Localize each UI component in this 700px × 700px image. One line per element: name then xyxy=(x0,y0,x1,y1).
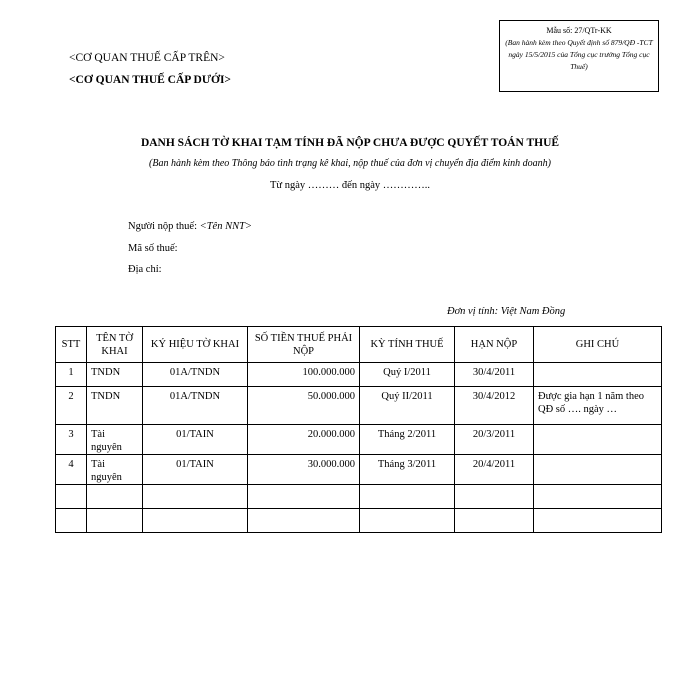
col-header-stt: STT xyxy=(56,327,87,363)
declaration-table xyxy=(55,326,662,533)
cell-declaration-name: Tài nguyên xyxy=(87,455,143,485)
cell-empty xyxy=(56,485,87,509)
cell-tax-period: Quý I/2011 xyxy=(360,363,455,387)
cell-declaration-code: 01/TAIN xyxy=(143,455,248,485)
cell-declaration-code: 01/TAIN xyxy=(143,425,248,455)
cell-due-date: 20/3/2011 xyxy=(455,425,534,455)
cell-empty xyxy=(87,509,143,533)
form-code-box xyxy=(499,20,659,92)
col-header-note: GHI CHÚ xyxy=(534,327,662,363)
cell-empty xyxy=(87,485,143,509)
cell-due-date: 30/4/2012 xyxy=(455,387,534,425)
cell-declaration-code: 01A/TNDN xyxy=(143,387,248,425)
cell-due-date: 30/4/2011 xyxy=(455,363,534,387)
date-range: Từ ngày ……… đến ngày ………….. xyxy=(270,180,430,191)
col-header-declaration-code: KÝ HIỆU TỜ KHAI xyxy=(143,327,248,363)
cell-stt: 2 xyxy=(56,387,87,425)
cell-empty xyxy=(248,509,360,533)
document-title: DANH SÁCH TỜ KHAI TẠM TÍNH ĐÃ NỘP CHƯA ĐƯỢC QUYẾT TOÁN THUẾ xyxy=(140,137,560,149)
table-row xyxy=(56,455,662,485)
document-subtitle: (Ban hành kèm theo Thông báo tình trạng kê khai, nộp thuế của đơn vị chuyển địa điểm kinh doanh) xyxy=(149,158,551,169)
col-header-due-date: HẠN NỘP xyxy=(455,327,534,363)
cell-note xyxy=(534,425,662,455)
cell-declaration-name: TNDN xyxy=(87,363,143,387)
cell-note xyxy=(534,363,662,387)
table-row xyxy=(56,363,662,387)
cell-empty xyxy=(56,509,87,533)
cell-empty xyxy=(143,509,248,533)
agency-lower: <CƠ QUAN THUẾ CẤP DƯỚI> xyxy=(69,74,231,86)
cell-empty xyxy=(534,485,662,509)
cell-stt: 1 xyxy=(56,363,87,387)
col-header-declaration-name: TÊN TỜ KHAI xyxy=(87,327,143,363)
cell-empty xyxy=(360,485,455,509)
taxpayer-name-value: <Tên NNT> xyxy=(199,221,253,232)
cell-tax-period: Quý II/2011 xyxy=(360,387,455,425)
tax-code-label: Mã số thuế: xyxy=(128,243,178,254)
cell-note: Được gia hạn 1 năm theo QĐ số …. ngày … xyxy=(534,387,662,425)
cell-empty xyxy=(455,485,534,509)
cell-tax-amount: 100.000.000 xyxy=(248,363,360,387)
table-row-empty xyxy=(56,485,662,509)
table-row xyxy=(56,425,662,455)
cell-empty xyxy=(534,509,662,533)
cell-declaration-code: 01A/TNDN xyxy=(143,363,248,387)
table-header-row xyxy=(56,327,662,363)
cell-tax-amount: 50.000.000 xyxy=(248,387,360,425)
cell-tax-amount: 20.000.000 xyxy=(248,425,360,455)
col-header-tax-period: KỲ TÍNH THUẾ xyxy=(360,327,455,363)
taxpayer-name-label: Người nộp thuế: xyxy=(128,221,200,232)
taxpayer-name-line xyxy=(128,221,252,232)
currency-unit: Đơn vị tính: Việt Nam Đồng xyxy=(447,306,566,317)
form-code-note: (Ban hành kèm theo Quyết định số 879/QĐ -TCT ngày 15/5/2015 của Tổng cục trưởng Tổng cục Thuế) xyxy=(505,38,653,71)
address-label: Địa chỉ: xyxy=(128,264,162,275)
cell-due-date: 20/4/2011 xyxy=(455,455,534,485)
cell-empty xyxy=(143,485,248,509)
cell-empty xyxy=(248,485,360,509)
cell-stt: 3 xyxy=(56,425,87,455)
cell-declaration-name: Tài nguyên xyxy=(87,425,143,455)
cell-tax-amount: 30.000.000 xyxy=(248,455,360,485)
agency-upper: <CƠ QUAN THUẾ CẤP TRÊN> xyxy=(69,52,225,64)
cell-tax-period: Tháng 3/2011 xyxy=(360,455,455,485)
cell-stt: 4 xyxy=(56,455,87,485)
table-row xyxy=(56,387,662,425)
cell-tax-period: Tháng 2/2011 xyxy=(360,425,455,455)
cell-empty xyxy=(455,509,534,533)
form-code: Mẫu số: 27/QTr-KK xyxy=(546,26,612,35)
cell-note xyxy=(534,455,662,485)
table-row-empty xyxy=(56,509,662,533)
cell-empty xyxy=(360,509,455,533)
cell-declaration-name: TNDN xyxy=(87,387,143,425)
col-header-tax-amount: SỐ TIỀN THUẾ PHẢI NỘP xyxy=(248,327,360,363)
